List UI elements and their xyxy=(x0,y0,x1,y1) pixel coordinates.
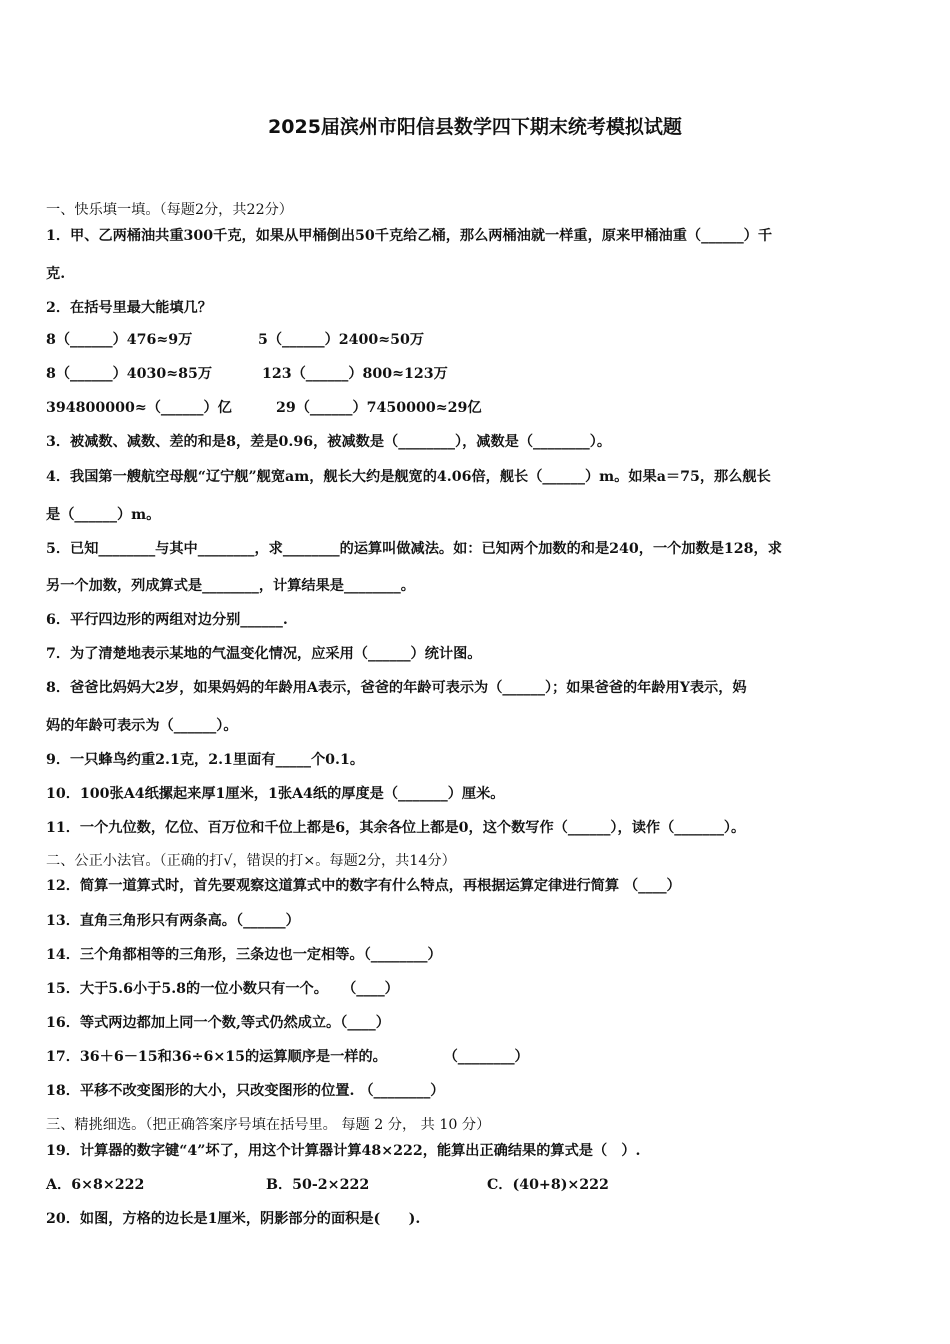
question-12: 12．简算一道算式时，首先要观察这道算式中的数字有什么特点，再根据运算定律进行简算 （____） xyxy=(46,878,681,894)
question-8-line-2: 妈的年龄可表示为（______）。 xyxy=(46,718,238,734)
question-2-item-6: 29（______）7450000≈29亿 xyxy=(276,400,482,416)
question-5-line-1: 5．已知________与其中________，求________的运算叫做减法。如：已知两个加数的和是240，一个加数是128，求 xyxy=(46,541,782,557)
question-2-item-5: 394800000≈（______）亿 xyxy=(46,400,232,416)
question-2: 2．在括号里最大能填几？ xyxy=(46,300,212,316)
section-heading-1: 一、快乐填一填。（每题2分，共22分） xyxy=(46,202,293,218)
question-1-line-2: 克. xyxy=(46,266,66,282)
question-7: 7．为了清楚地表示某地的气温变化情况，应采用（______）统计图。 xyxy=(46,646,482,662)
question-2-item-1: 8（______）476≈9万 xyxy=(46,332,193,348)
question-9: 9．一只蜂鸟约重2.1克，2.1里面有_____个0.1。 xyxy=(46,752,365,768)
question-8-line-1: 8．爸爸比妈妈大2岁，如果妈妈的年龄用A表示，爸爸的年龄可表示为（______）；如果爸爸的年龄用Y表示，妈 xyxy=(46,680,747,696)
question-6: 6．平行四边形的两组对边分别______. xyxy=(46,612,288,628)
question-19-choice-c: C．(40+8)×222 xyxy=(487,1177,609,1193)
question-1-line-1: 1．甲、乙两桶油共重300千克，如果从甲桶倒出50千克给乙桶，那么两桶油就一样重，原来甲桶油重（______）千 xyxy=(46,228,773,244)
question-16: 16．等式两边都加上同一个数,等式仍然成立。（____） xyxy=(46,1015,390,1031)
question-11: 11．一个九位数，亿位、百万位和千位上都是6，其余各位上都是0，这个数写作（______），读作（_______）。 xyxy=(46,820,746,836)
question-2-item-2: 5（______）2400≈50万 xyxy=(258,332,425,348)
question-19-choice-b: B．50-2×222 xyxy=(266,1177,370,1193)
section-heading-3: 三、精挑细选。（把正确答案序号填在括号里。 每题 2 分， 共 10 分） xyxy=(46,1117,491,1133)
question-2-item-3: 8（______）4030≈85万 xyxy=(46,366,213,382)
question-19: 19．计算器的数字键“4”坏了，用这个计算器计算48×222，能算出正确结果的算式是（ ）. xyxy=(46,1143,641,1159)
question-4-line-2: 是（______）m。 xyxy=(46,507,161,523)
question-15: 15．大于5.6小于5.8的一位小数只有一个。 （____） xyxy=(46,981,399,997)
question-18: 18．平移不改变图形的大小，只改变图形的位置. （________） xyxy=(46,1083,445,1099)
question-2-item-4: 123（______）800≈123万 xyxy=(262,366,448,382)
question-13: 13．直角三角形只有两条高。（______） xyxy=(46,913,300,929)
question-19-choice-a: A．6×8×222 xyxy=(46,1177,145,1193)
question-5-line-2: 另一个加数，列成算式是________，计算结果是________。 xyxy=(46,578,415,594)
question-10: 10．100张A4纸摞起来厚1厘米，1张A4纸的厚度是（_______）厘米。 xyxy=(46,786,505,802)
question-20: 20．如图，方格的边长是1厘米，阴影部分的面积是( ). xyxy=(46,1211,421,1227)
page-title: 2025届滨州市阳信县数学四下期末统考模拟试题 xyxy=(268,116,682,138)
question-14: 14．三个角都相等的三角形，三条边也一定相等。（________） xyxy=(46,947,442,963)
question-17: 17．36＋6－15和36÷6×15的运算顺序是一样的。 （________） xyxy=(46,1049,529,1065)
question-3: 3．被减数、减数、差的和是8，差是0.96，被减数是（________），减数是（________）。 xyxy=(46,434,612,450)
section-heading-2: 二、公正小法官。（正确的打√，错误的打×。每题2分，共14分） xyxy=(46,853,456,869)
question-4-line-1: 4．我国第一艘航空母舰“辽宁舰”舰宽am，舰长大约是舰宽的4.06倍，舰长（______）m。如果a＝75，那么舰长 xyxy=(46,469,771,485)
